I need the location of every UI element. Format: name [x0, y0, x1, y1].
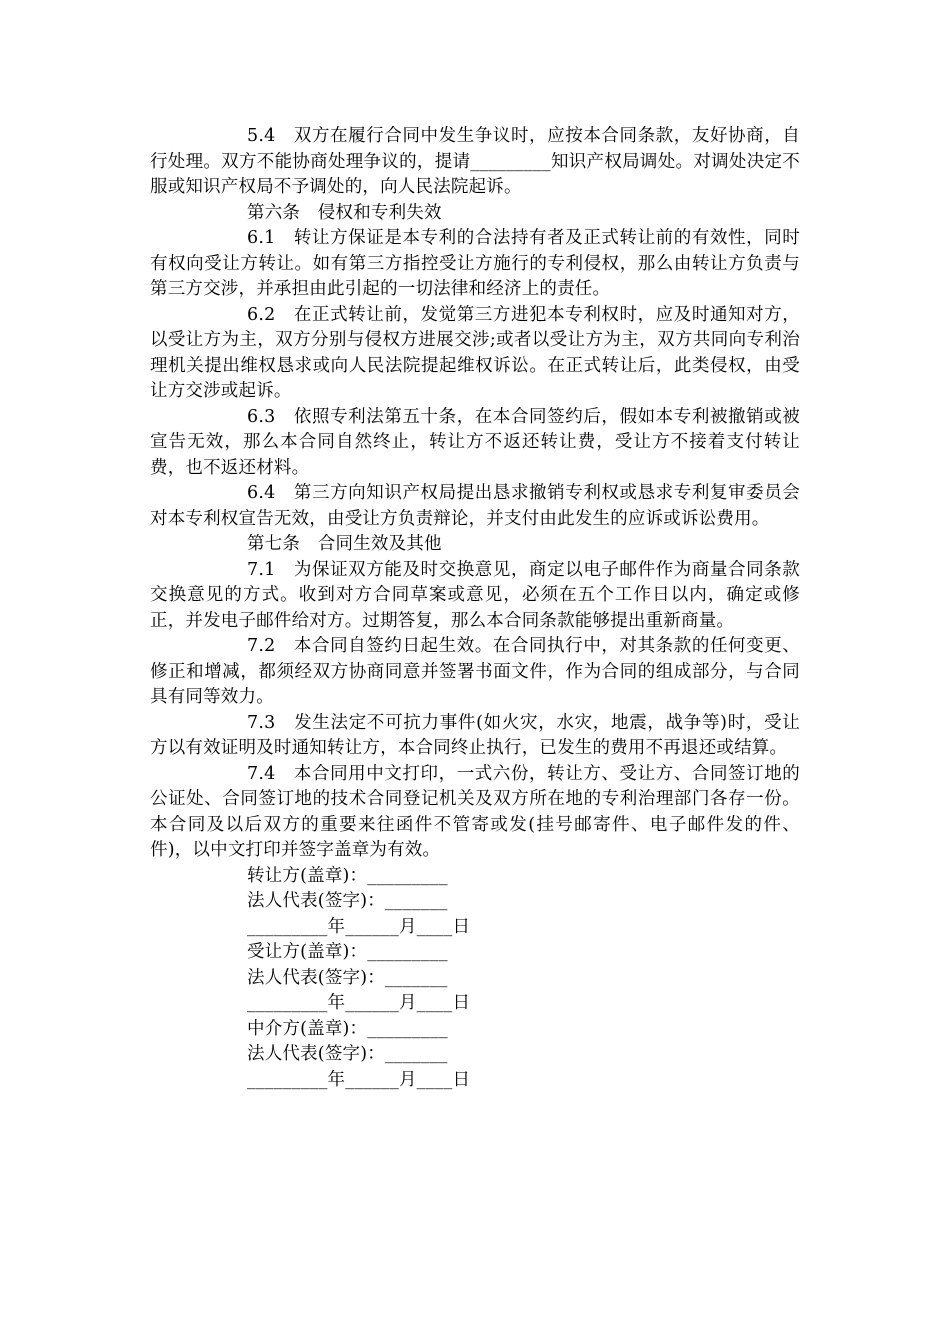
signature-block: [150, 864, 800, 1094]
clause-6-2: 6.2 在正式转让前，发觉第三方进犯本专利权时，应及时通知对方，以受让方为主，双方分别与侵权方进展交涉;或者以受让方为主，双方共同向专利治理机关提出维权恳求或向人民法院提起维权诉讼。在正式转让后，此类侵权，由受让方交涉或起诉。: [150, 304, 800, 401]
transferee-seal-line: 受让方(盖章)：_________: [247, 942, 448, 962]
clause-7-4: 7.4 本合同用中文打印，一式六份，转让方、受让方、合同签订地的公证处、合同签订地的技术合同登记机关及双方所在地的专利治理部门各存一份。本合同及以后双方的重要来往函件不管寄或发(挂号邮寄件、电子邮件发的件、件)，以中文打印并签字盖章为有效。: [150, 763, 800, 860]
clause-7-3: 7.3 发生法定不可抗力事件(如火灾，水灾，地震，战争等)时，受让方以有效证明及时通知转让方，本合同终止执行，已发生的费用不再退还或结算。: [150, 712, 800, 758]
clause-7-2: 7.2 本合同自签约日起生效。在合同执行中，对其条款的任何变更、修正和增减，都须经双方协商同意并签署书面文件，作为合同的组成部分，与合同具有同等效力。: [150, 636, 800, 707]
transferee-date-line: _________年______月____日: [247, 993, 471, 1013]
transferor-rep-line: 法人代表(签字)：_______: [247, 891, 448, 911]
intermediary-date-line: _________年______月____日: [247, 1069, 471, 1090]
clause-6-3: 6.3 依照专利法第五十条，在本合同签约后，假如本专利被撤销或被宣告无效，那么本合同自然终止，转让方不返还转让费，受让方不接着支付转让费，也不返还材料。: [150, 406, 800, 478]
clause-6-1: 6.1 转让方保证是本专利的合法持有者及正式转让前的有效性，同时有权向受让方转让。如有第三方指控受让方施行的专利侵权，那么由转让方负责与第三方交涉，并承担由此引起的一切法律和经济上的责任。: [150, 228, 800, 299]
transferee-rep-line: 法人代表(签字)：_______: [247, 967, 448, 988]
intermediary-seal-line: 中介方(盖章)：_________: [247, 1018, 448, 1039]
transferor-seal-line: 转让方(盖章)：_________: [247, 865, 448, 886]
article-6-heading: 第六条 侵权和专利失效: [247, 202, 442, 223]
clause-5-4: 5.4 双方在履行合同中发生争议时，应按本合同条款，友好协商，自行处理。双方不能协商处理争议的，提请_________知识产权局调处。对调处决定不服或知识产权局不予调处的，向人民法院起诉。: [150, 126, 800, 197]
clause-7-1: 7.1 为保证双方能及时交换意见，商定以电子邮件作为商量合同条款交换意见的方式。收到对方合同草案或意见，必须在五个工作日以内，确定或修正，并发电子邮件给对方。过期答复，那么本合同条款能够提出重新商量。: [150, 559, 800, 631]
article-7-heading: 第七条 合同生效及其他: [247, 534, 442, 554]
transferor-date-line: _________年______月____日: [247, 916, 471, 937]
contract-body: [150, 124, 800, 1093]
clause-6-4: 6.4 第三方向知识产权局提出恳求撤销专利权或恳求专利复审委员会对本专利权宣告无效，由受让方负责辩论，并支付由此发生的应诉或诉讼费用。: [150, 483, 800, 529]
intermediary-rep-line: 法人代表(签字)：_______: [247, 1044, 448, 1064]
